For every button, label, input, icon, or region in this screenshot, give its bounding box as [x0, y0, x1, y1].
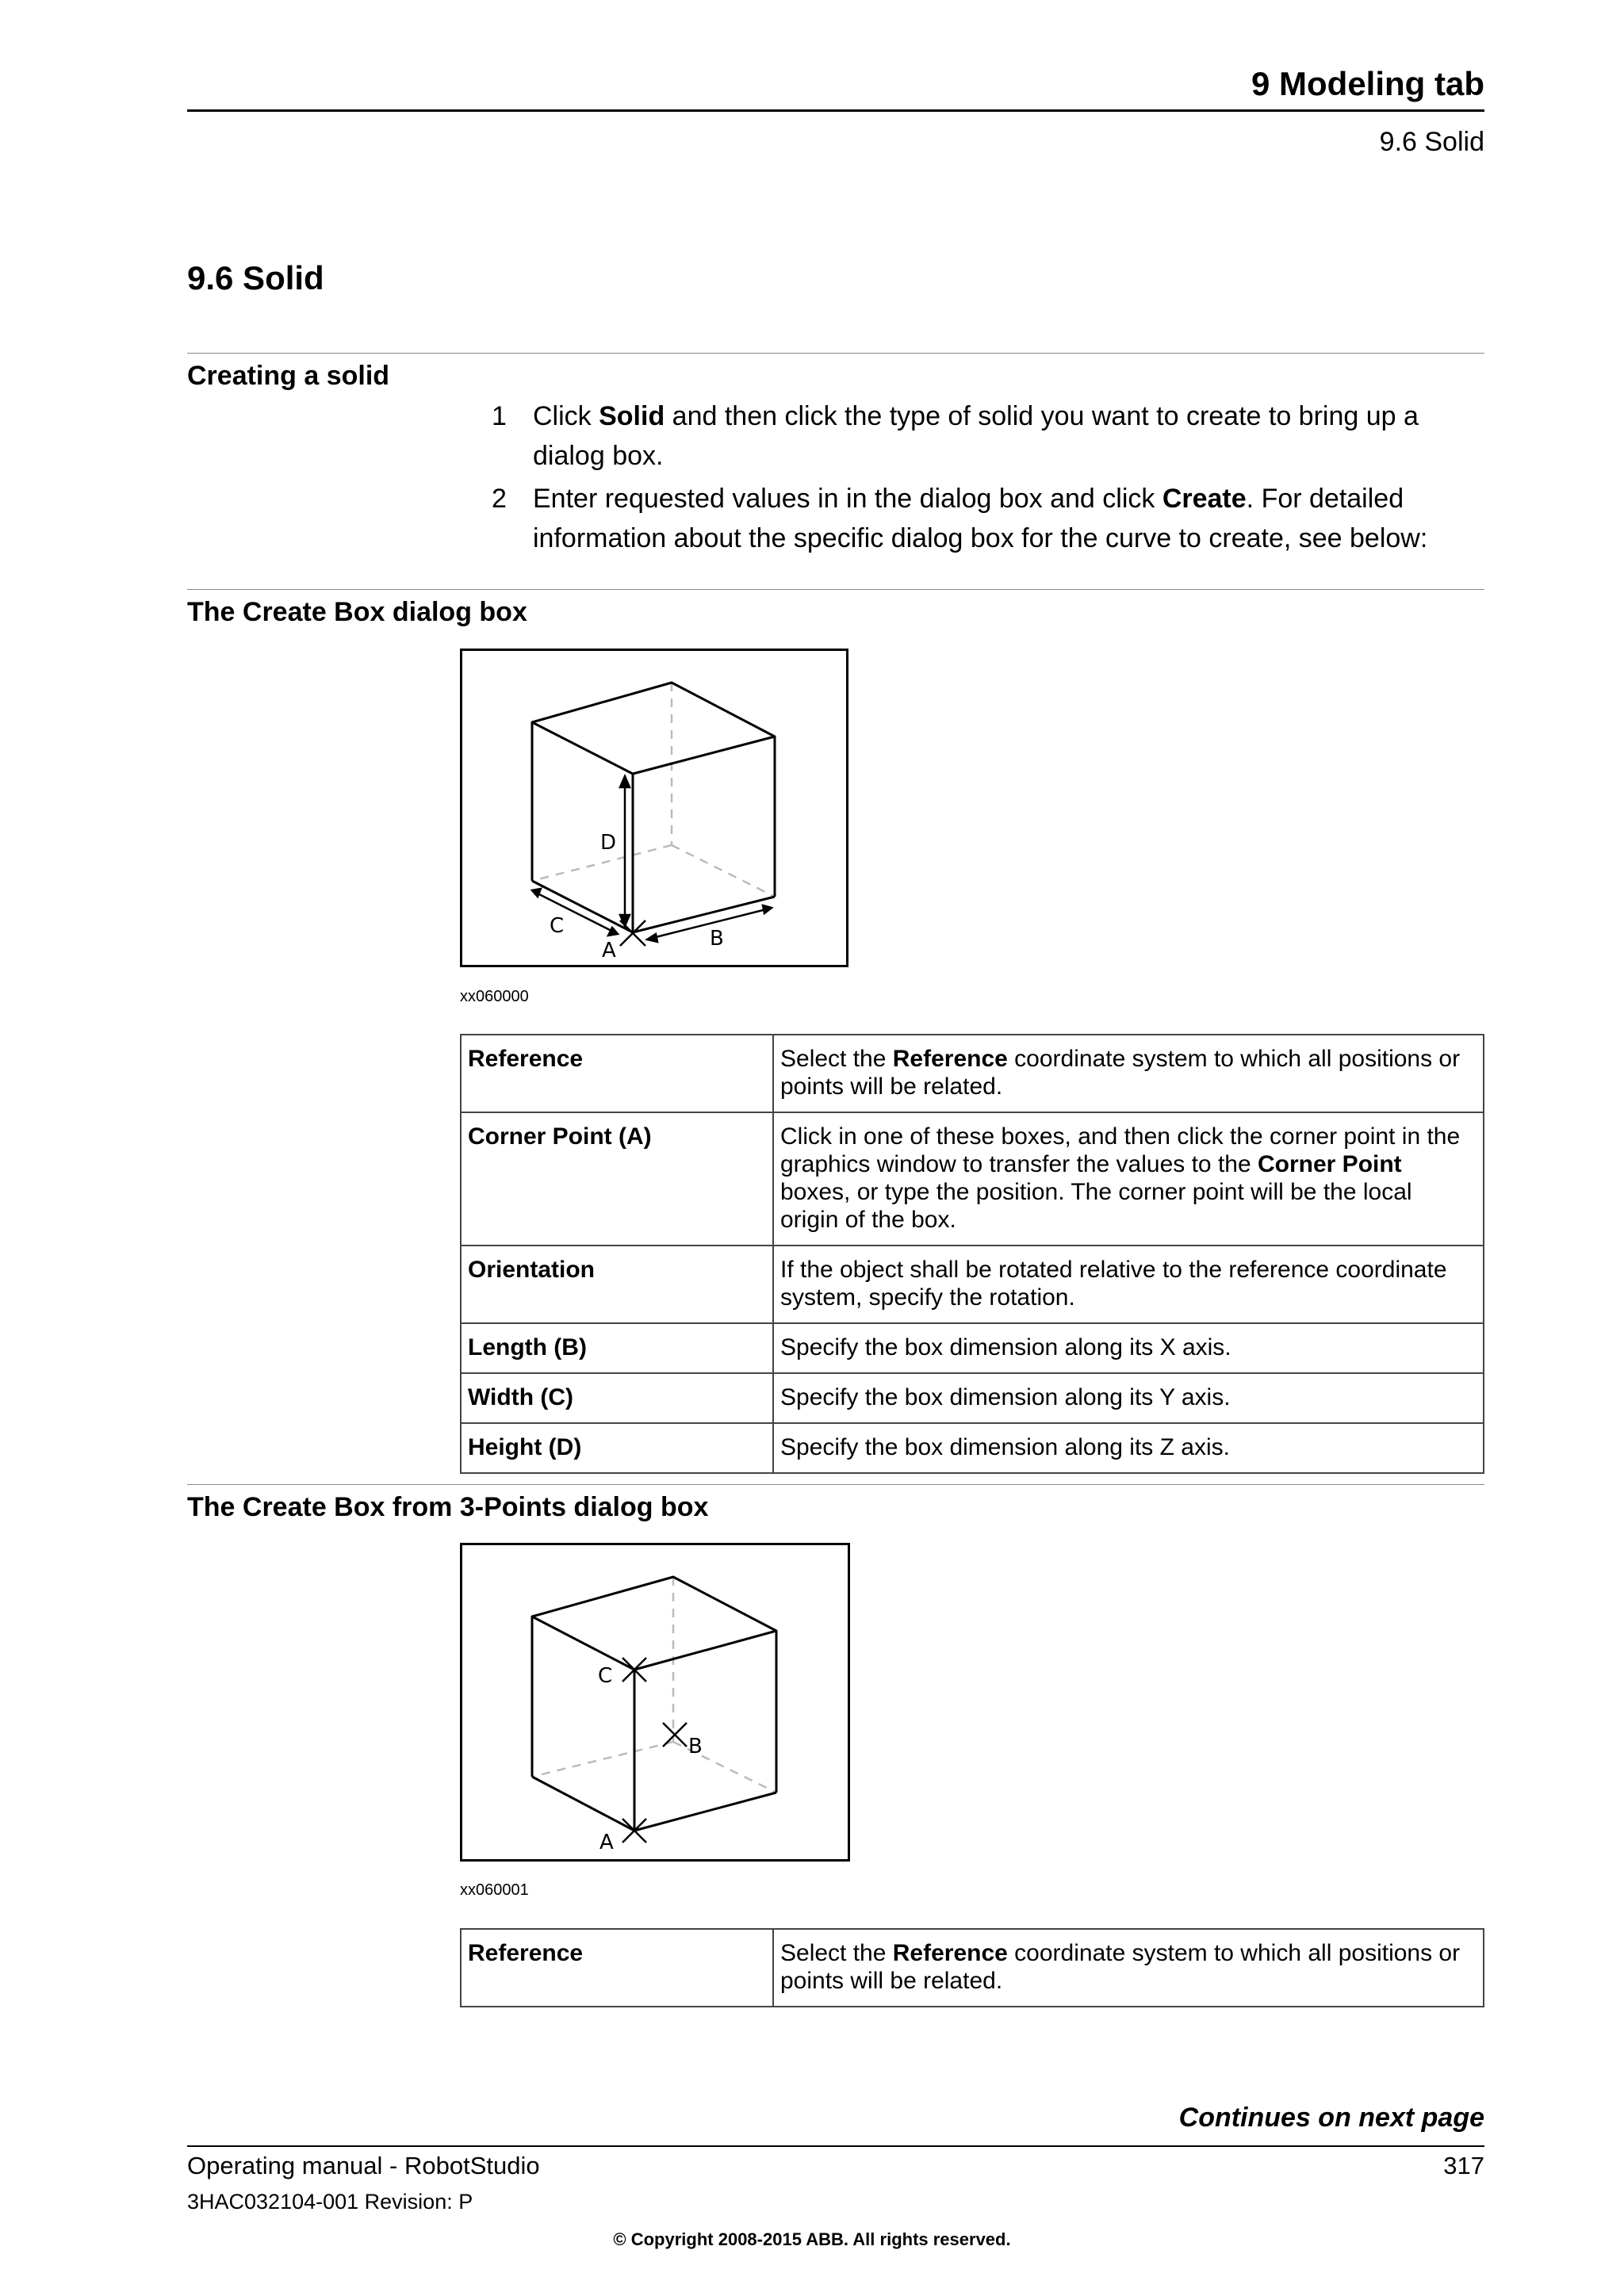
param-name: Orientation [461, 1246, 773, 1323]
table-row [461, 1423, 1484, 1473]
param-desc: Select the Reference coordinate system to which all positions or points will be related. [773, 1035, 1484, 1112]
header-rule [187, 109, 1484, 112]
document-id: 3HAC032104-001 Revision: P [187, 2190, 473, 2214]
param-desc: Specify the box dimension along its X axis. [773, 1323, 1484, 1373]
chapter-title: 9 Modeling tab [1251, 65, 1484, 102]
continues-note: Continues on next page [1178, 2103, 1484, 2133]
step-number: 1 [492, 401, 507, 431]
param-name: Corner Point (A) [461, 1112, 773, 1246]
label-c: C [598, 1664, 613, 1688]
param-desc: Select the Reference coordinate system to which all positions or points will be related. [773, 1929, 1484, 2007]
table-row [461, 1112, 1484, 1246]
param-name: Reference [461, 1035, 773, 1112]
step-text: Click Solid and then click the type of solid you want to create to bring up a dialog box. [533, 401, 1419, 471]
copyright: © Copyright 2008-2015 ABB. All rights reserved. [613, 2229, 1011, 2249]
step-text: Enter requested values in in the dialog box and click Create. For detailed information about the specific dialog box for the curve to create, see below: [533, 484, 1428, 553]
step-1 [492, 396, 1484, 476]
table-row [461, 1929, 1484, 2007]
step-number: 2 [492, 484, 507, 514]
page-title: 9.6 Solid [187, 259, 324, 297]
label-c: C [550, 914, 565, 938]
section-running-title: 9.6 Solid [1379, 127, 1484, 157]
create-box-3p-figure [460, 1543, 850, 1862]
param-desc: Specify the box dimension along its Y axis. [773, 1373, 1484, 1423]
param-desc: Click in one of these boxes, and then click the corner point in the graphics window to transfer the values to the Corner Point boxes, or type the position. The corner point will be the local origin of the box. [773, 1112, 1484, 1246]
footer-rule [187, 2145, 1484, 2147]
label-b: B [710, 927, 724, 951]
solid-term: Solid [599, 401, 665, 431]
table-row [461, 1323, 1484, 1373]
box-diagram [462, 651, 846, 965]
label-a: A [602, 939, 616, 962]
create-box-heading: The Create Box dialog box [187, 597, 527, 627]
param-desc: If the object shall be rotated relative to the reference coordinate system, specify the rotation. [773, 1246, 1484, 1323]
create-term: Create [1162, 484, 1247, 514]
label-d: D [600, 831, 617, 855]
manual-title: Operating manual - RobotStudio [187, 2152, 540, 2179]
table-row [461, 1373, 1484, 1423]
param-desc: Specify the box dimension along its Z axis. [773, 1423, 1484, 1473]
create-box-table [460, 1034, 1484, 1474]
table-row [461, 1035, 1484, 1112]
figure-id: xx060001 [460, 1881, 529, 1899]
page-number: 317 [1443, 2152, 1484, 2179]
figure-id: xx060000 [460, 988, 529, 1005]
table-row [461, 1246, 1484, 1323]
param-name: Width (C) [461, 1373, 773, 1423]
create-box-3p-heading: The Create Box from 3-Points dialog box [187, 1492, 709, 1522]
label-b: B [688, 1735, 703, 1758]
param-name: Height (D) [461, 1423, 773, 1473]
box-3p-diagram [462, 1545, 848, 1859]
param-name: Length (B) [461, 1323, 773, 1373]
create-box-3p-table [460, 1928, 1484, 2007]
section-rule [187, 589, 1484, 590]
section-rule [187, 1484, 1484, 1485]
step-2 [492, 479, 1484, 558]
create-box-figure [460, 649, 848, 967]
label-a: A [599, 1831, 614, 1854]
section-rule [187, 353, 1484, 354]
creating-solid-heading: Creating a solid [187, 361, 390, 391]
param-name: Reference [461, 1929, 773, 2007]
